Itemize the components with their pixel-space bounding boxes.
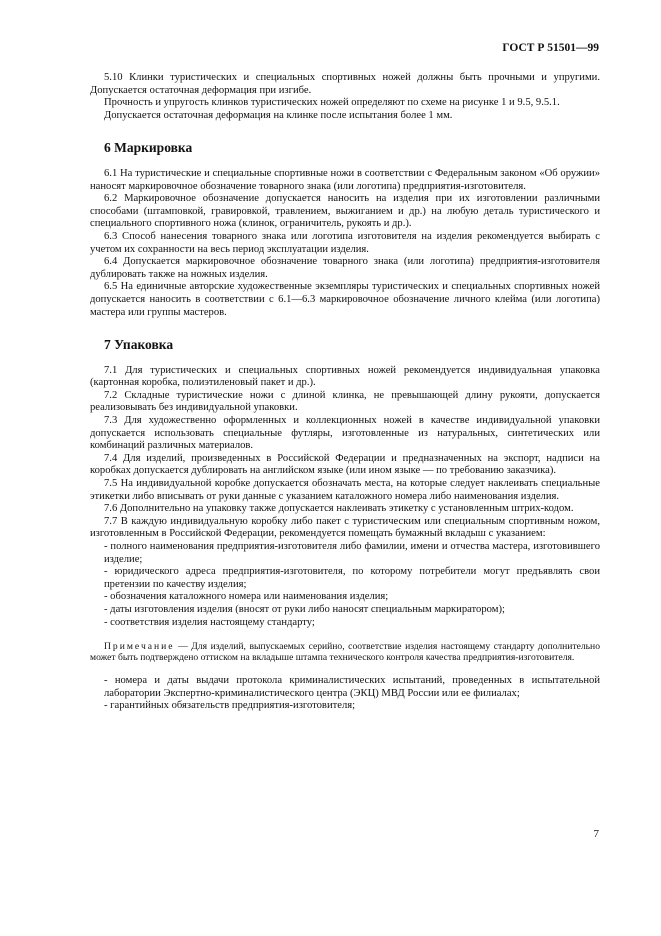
paragraph-5-10: 5.10 Клинки туристических и специальных спортивных ножей должны быть прочными и упругими. Допускается остаточная деформация при изгибе.	[90, 72, 600, 96]
note-label: Примечание	[104, 641, 175, 653]
list-item: - обозначения каталожного номера или наименования изделия;	[104, 591, 389, 603]
paragraph-7-3: 7.3 Для художественно оформленных и коллекционных ножей в качестве индивидуальной упаковки допускается использовать специальные футляры, изготовленные из натуральных, синтетических или комбинаций различных материалов.	[90, 415, 600, 452]
section-7-title: 7 Упаковка	[104, 337, 174, 353]
note	[90, 641, 600, 663]
paragraph-6-3: 6.3 Способ нанесения товарного знака или логотипа изготовителя на изделия рекомендуется выбирать с учетом их сохранности на весь период эксплуатации изделия.	[90, 230, 600, 255]
paragraph-6-1: 6.1 На туристические и специальные спортивные ножи в соответствии с Федеральным законом «Об оружии» наносят маркировочное обозначение товарного знака (или логотипа) предприятия-изготовителя.	[90, 167, 600, 192]
section-6-title: 6 Маркировка	[104, 140, 193, 156]
standard-header: ГОСТ Р 51501—99	[502, 42, 599, 54]
paragraph-7-1: 7.1 Для туристических и специальных спортивных ножей рекомендуется индивидуальная упаковка (картонная коробка, полиэтиленовый пакет и др.).	[90, 364, 600, 389]
paragraph-6-4: 6.4 Допускается маркировочное обозначение товарного знака (или логотипа) предприятия-изготовителя дублировать также на ножных изделия.	[90, 256, 600, 280]
list-item: - соответствия изделия настоящему стандарту;	[104, 616, 315, 628]
paragraph-5-10-deformation: Допускается остаточная деформация на клинке после испытания более 1 мм.	[104, 109, 453, 121]
list-item: - номера и даты выдачи протокола криминалистических испытаний, проведенных в испытательной лаборатории Экспертно-криминалистического центра (ЭКЦ) МВД России или ее филиалах;	[104, 675, 600, 699]
list-item: - гарантийных обязательств предприятия-изготовителя;	[104, 700, 356, 712]
paragraph-7-6: 7.6 Дополнительно на упаковку также допускается наклеивать этикетку с установленным штрих-кодом.	[104, 503, 574, 515]
paragraph-6-5: 6.5 На единичные авторские художественные экземпляры туристических и специальных спортивных ножей допускается наносить в соответствии с 6.1—6.3 маркировочное обозначение личного клейма (или логотипа) мастера или группы мастеров.	[90, 281, 600, 318]
paragraph-7-7: 7.7 В каждую индивидуальную коробку либо пакет с туристическим или специальным спортивным ножом, изготовленным в Российской Федерации, рекомендуется помещать бумажный вкладыш с указанием:	[90, 515, 600, 540]
list-item: - даты изготовления изделия (вносят от руки либо наносят специальным маркиратором);	[104, 603, 505, 615]
list-item: - полного наименования предприятия-изготовителя либо фамилии, имени и отчества мастера, изготовившего изделие;	[104, 541, 600, 565]
list-item: - юридического адреса предприятия-изготовителя, по которому потребители могут предъявлять свои претензии по качеству изделия;	[104, 566, 600, 590]
page-content	[90, 72, 600, 713]
paragraph-7-2: 7.2 Складные туристические ножи с длиной клинка, не превышающей длину рукояти, допускается реализовывать без индивидуальной упаковки.	[90, 389, 600, 414]
paragraph-7-5: 7.5 На индивидуальной коробке допускается обозначать места, на которые следует наклеивать специальные этикетки либо вписывать от руки данные с указанием каталожного номера либо наименования изделия.	[90, 478, 600, 502]
page-number: 7	[593, 828, 599, 840]
paragraph-7-4: 7.4 Для изделий, произведенных в Российской Федерации и предназначенных на экспорт, надписи на коробках допускается дублировать на английском языке (или ином языке — по требованию заказчика).	[90, 452, 600, 477]
note-text: — Для изделий, выпускаемых серийно, соответствие изделия настоящему стандарту дополнительно может быть подтверждено оттиском на вкладыше штампа технического контроля качества предприятия-изготовителя.	[90, 641, 600, 664]
paragraph-5-10-strength: Прочность и упругость клинков туристических ножей определяют по схеме на рисунке 1 и 9.5, 9.5.1.	[104, 97, 560, 109]
paragraph-6-2: 6.2 Маркировочное обозначение допускается наносить на изделия при их изготовлении различными способами (штамповкой, гравировкой, травлением, выжиганием и др.) на любую деталь туристического и специального спортивного ножа (клинок, ограничитель, рукоять и др.).	[90, 193, 600, 230]
